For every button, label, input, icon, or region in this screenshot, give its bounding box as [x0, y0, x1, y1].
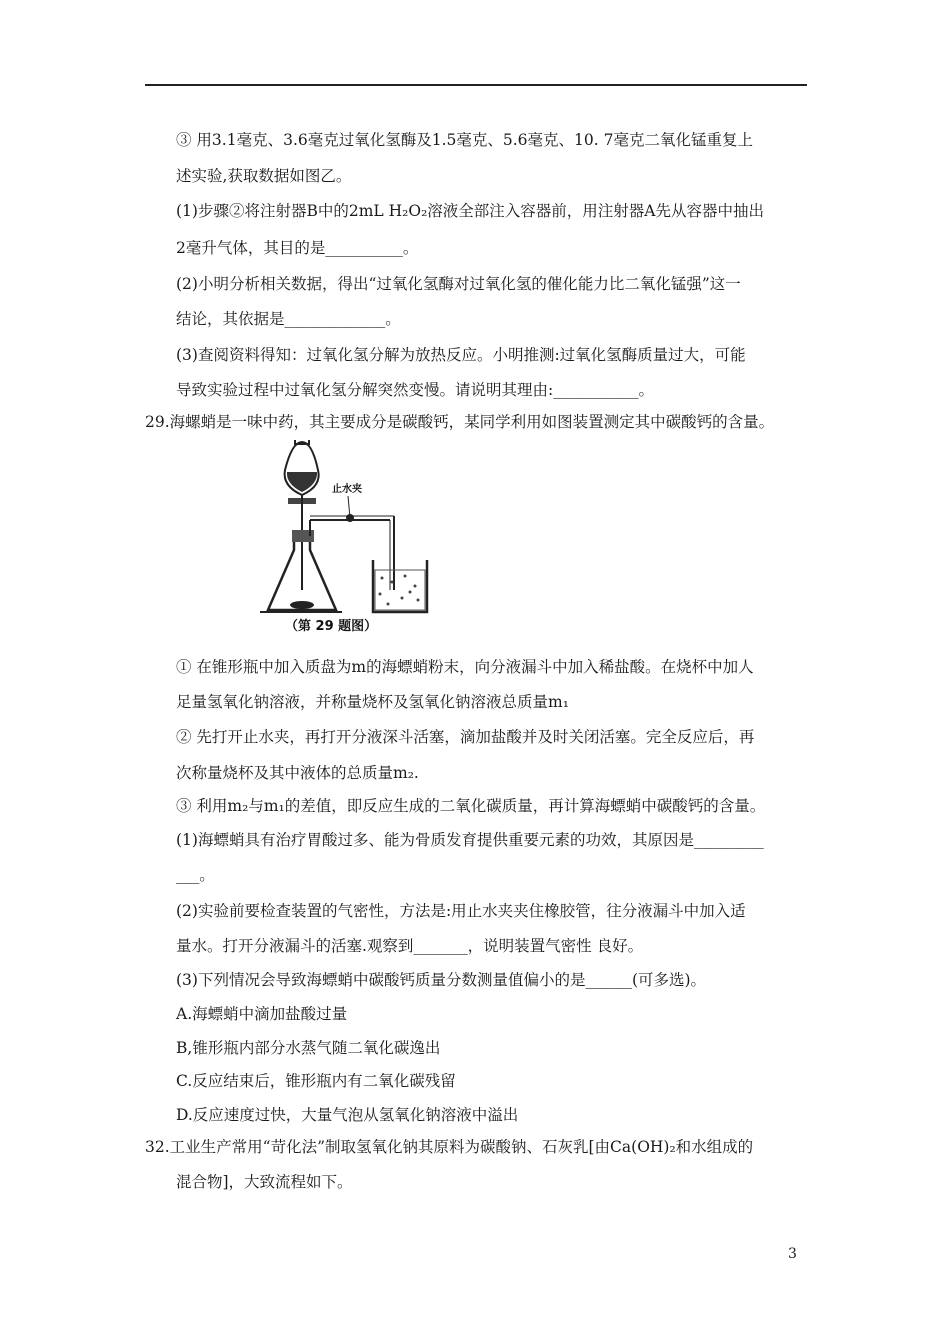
option-c: C.反应结束后，锥形瓶内有二氧化碳残留	[176, 1072, 456, 1090]
step-3: ③ 利用m₂与m₁的差值，即反应生成的二氧化碳质量，再计算海螵蛸中碳酸钙的含量。	[176, 797, 766, 815]
text-line: 导致实验过程中过氧化氢分解突然变慢。请说明其理由:___________。	[176, 381, 654, 399]
text-line: 结论，其依据是_____________。	[176, 310, 401, 328]
text-line: 2毫升气体，其目的是__________。	[176, 239, 419, 257]
clamp-label: 止水夹	[332, 484, 362, 495]
header-rule	[145, 84, 807, 86]
question-part-3: (3)查阅资料得知：过氧化氢分解为放热反应。小明推测:过氧化氢酶质量过大，可能	[176, 346, 746, 364]
question-32-title: 32.工业生产常用“苛化法”制取氢氧化钠其原料为碳酸钠、石灰乳[由Ca(OH)₂和水组成的	[145, 1138, 754, 1156]
apparatus-figure	[230, 440, 500, 640]
text-line: ___。	[176, 866, 215, 884]
option-a: A.海螵蛸中滴加盐酸过量	[176, 1005, 348, 1023]
option-d: D.反应速度过快，大量气泡从氢氧化钠溶液中溢出	[176, 1106, 519, 1124]
text-line: 次称量烧杯及其中液体的总质量m₂.	[176, 764, 419, 782]
question-29-title: 29.海螺蛸是一味中药，其主要成分是碳酸钙，某同学利用如图装置测定其中碳酸钙的含量。	[145, 413, 775, 431]
text-line: ③ 用3.1毫克、3.6毫克过氧化氢酶及1.5毫克、5.6毫克、10. 7毫克二氧化锰重复上	[176, 131, 753, 149]
step-1: ① 在锥形瓶中加入质盘为m的海螵蛸粉末，向分液漏斗中加入稀盐酸。在烧杯中加人	[176, 658, 754, 676]
text-line: 述实验,获取数据如图乙。	[176, 167, 352, 185]
question-part-1: (1)步骤②将注射器B中的2mL H₂O₂溶液全部注入容器前，用注射器A先从容器中抽出	[176, 202, 764, 220]
text-line: 足量氢氧化钠溶液，并称量烧杯及氢氧化钠溶液总质量m₁	[176, 693, 569, 711]
apparatus-diagram	[230, 440, 500, 640]
question-part-2: (2)小明分析相关数据，得出“过氧化氢酶对过氧化氢的催化能力比二氧化锰强”这一	[176, 275, 741, 293]
step-2: ② 先打开止水夹，再打开分液深斗活塞，滴加盐酸并及时关闭活塞。完全反应后，再	[176, 728, 755, 746]
question-part-3: (3)下列情况会导致海螵蛸中碳酸钙质量分数测量值偏小的是______(可多选)。	[176, 971, 707, 989]
question-part-1: (1)海螵蛸具有治疗胃酸过多、能为骨质发育提供重要元素的功效，其原因是_________	[176, 831, 764, 849]
text-line: 量水。打开分液漏斗的活塞.观察到_______，说明装置气密性 良好。	[176, 937, 644, 955]
option-b: B,锥形瓶内部分水蒸气随二氧化碳逸出	[176, 1039, 441, 1057]
question-part-2: (2)实验前要检查装置的气密性，方法是:用止水夹夹住橡胶管，往分液漏斗中加入适	[176, 902, 746, 920]
figure-caption: （第 29 题图）	[285, 619, 378, 634]
page-number: 3	[788, 1246, 797, 1262]
text-line: 混合物]，大致流程如下。	[176, 1173, 353, 1191]
